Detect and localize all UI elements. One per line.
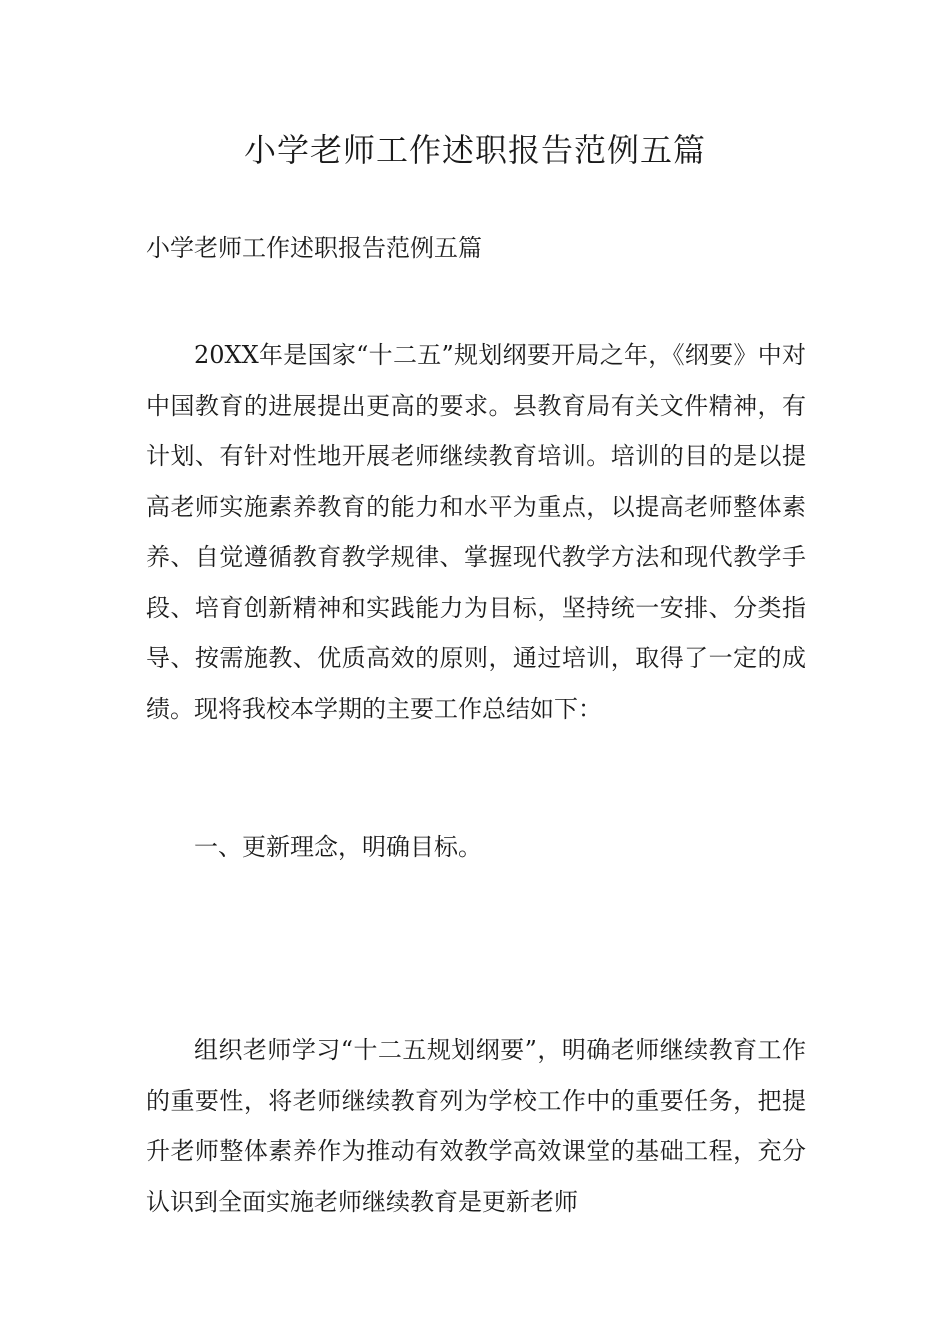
document-title: 小学老师工作述职报告范例五篇: [243, 131, 706, 169]
section-heading-1: 一、更新理念，明确目标。: [194, 833, 482, 861]
body-paragraph-intro: 20XX年是国家“十二五”规划纲要开局之年，《纲要》中对中国教育的进展提出更高的要求。县教育局有关文件精神，有计划、有针对性地开展老师继续教育培训。培训的目的是以提高老师实施素养教育的能力和水平为重点，以提高老师整体素养、自觉遵循教育教学规律、掌握现代教学方法和现代教学手段、培育创新精神和实践能力为目标，坚持统一安排、分类指导、按需施教、优质高效的原则，通过培训，取得了一定的成绩。现将我校本学期的主要工作总结如下：: [146, 341, 806, 723]
body-paragraph-section-1: 组织老师学习“十二五规划纲要”，明确老师继续教育工作的重要性，将老师继续教育列为学校工作中的重要任务，把提升老师整体素养作为推动有效教学高效课堂的基础工程，充分认识到全面实施老师继续教育是更新老师: [146, 1036, 806, 1216]
document-subtitle: 小学老师工作述职报告范例五篇: [146, 234, 482, 262]
